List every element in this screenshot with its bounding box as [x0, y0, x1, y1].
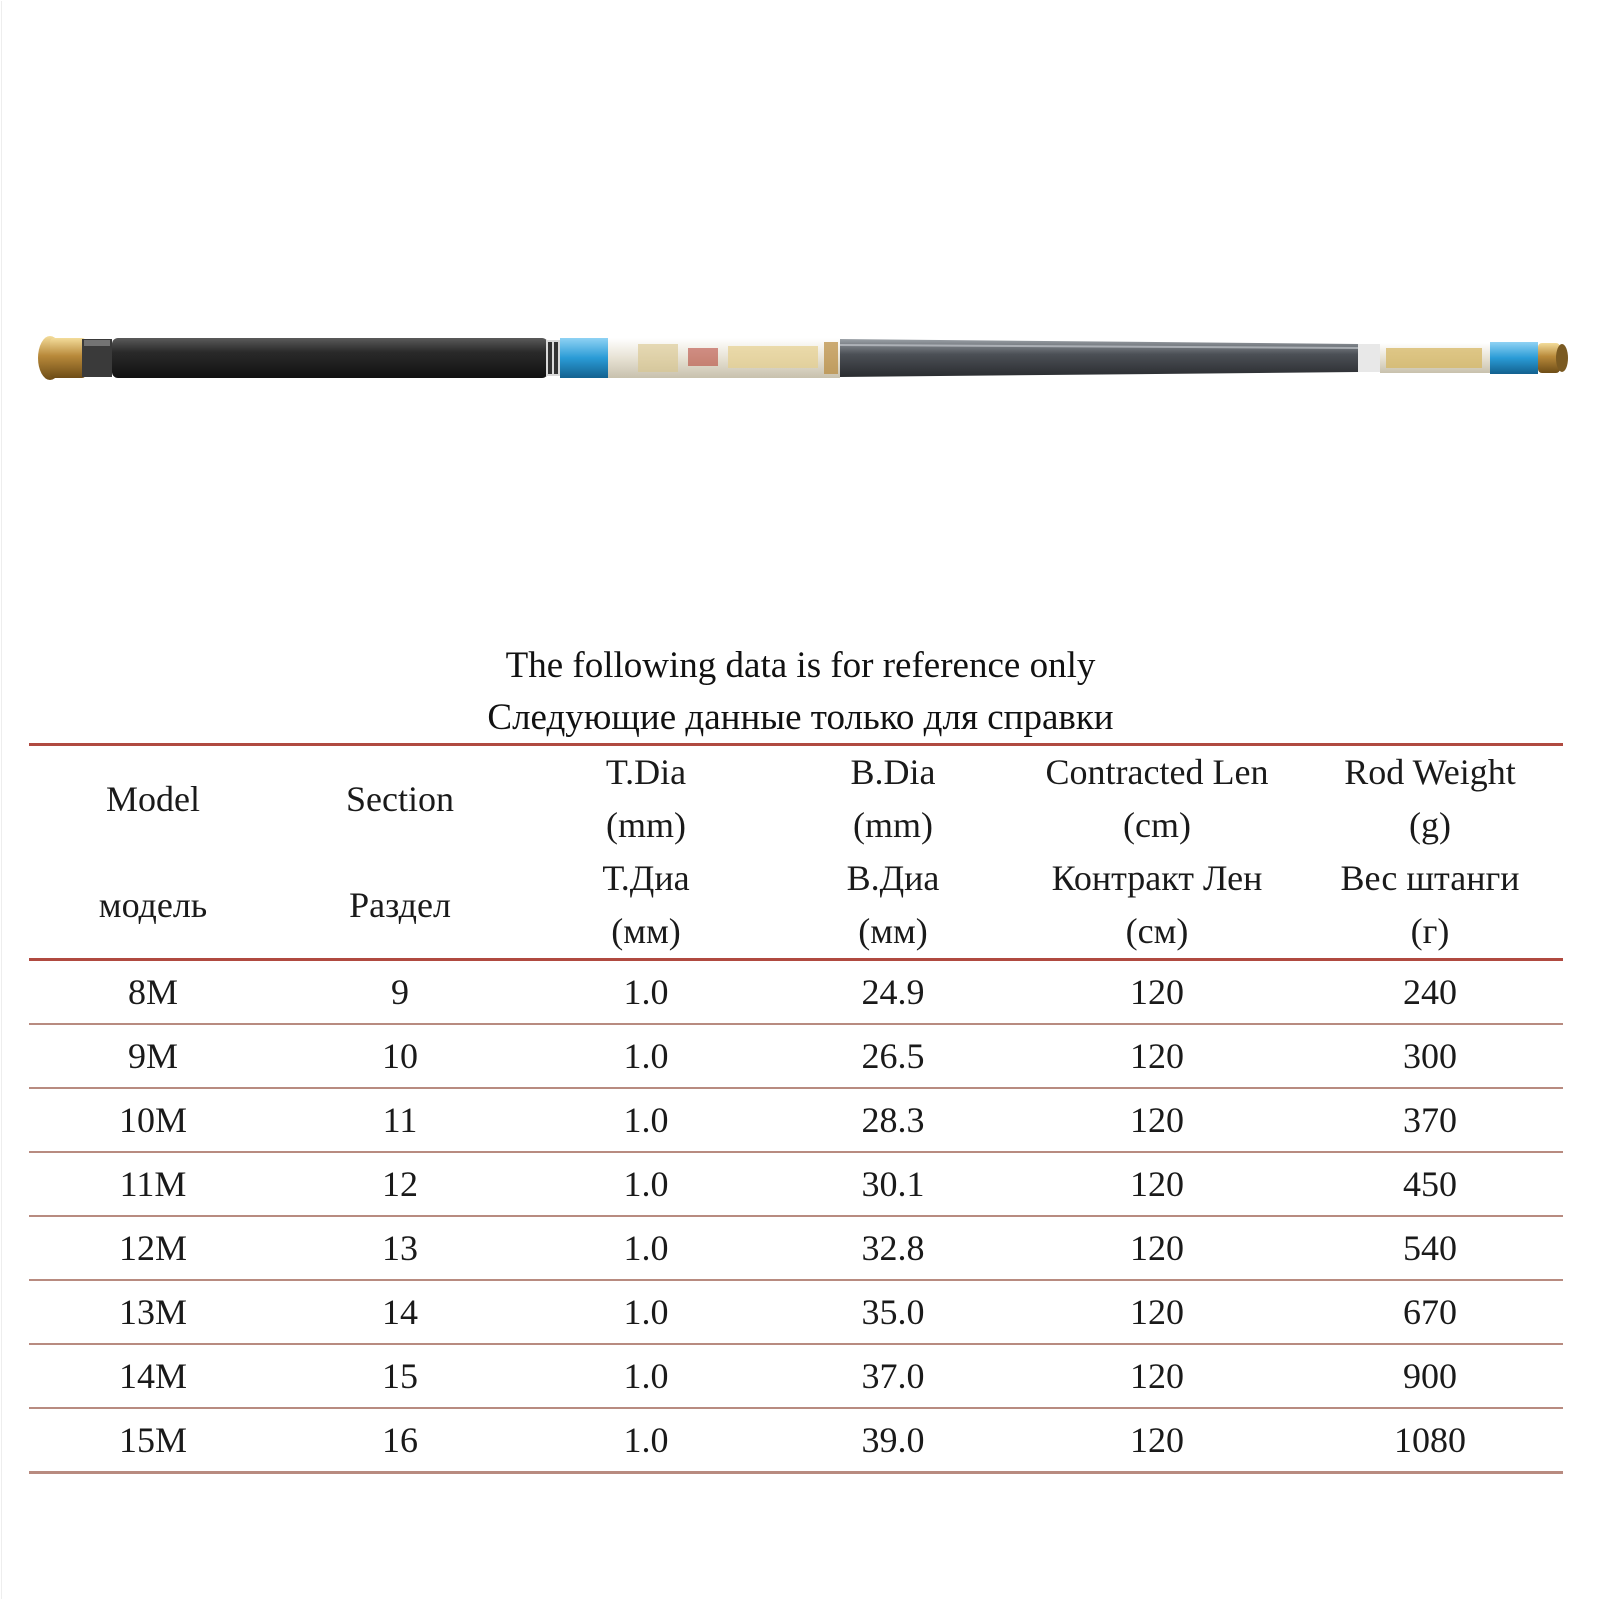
cell-rod-weight: 540: [1297, 1216, 1563, 1280]
cell-contracted-length: 120: [1017, 960, 1297, 1025]
cell-section: 9: [277, 960, 523, 1025]
cell-top-diameter: 1.0: [523, 1152, 769, 1216]
header-rod-weight-ru: Вес штанги (г): [1297, 852, 1563, 960]
cell-section: 14: [277, 1280, 523, 1344]
table-row: [29, 960, 1563, 1025]
header-model: Model: [106, 778, 200, 819]
cell-top-diameter: 1.0: [523, 1344, 769, 1408]
header-row-english: [29, 746, 1563, 852]
header-row-russian: [29, 852, 1563, 960]
cell-model: 8M: [29, 960, 277, 1025]
cell-section: 13: [277, 1216, 523, 1280]
cell-section: 16: [277, 1408, 523, 1473]
cell-top-diameter: 1.0: [523, 960, 769, 1025]
cell-model: 13M: [29, 1280, 277, 1344]
cell-section: 11: [277, 1088, 523, 1152]
butt-ring: [50, 338, 86, 378]
cell-top-diameter: 1.0: [523, 1024, 769, 1088]
header-bottom-diameter: B.Dia (mm): [850, 752, 936, 845]
header-top-diameter: T.Dia (mm): [605, 752, 687, 845]
cell-rod-weight: 900: [1297, 1344, 1563, 1408]
cell-model: 9M: [29, 1024, 277, 1088]
header-contracted-length: Contracted Len (cm): [1045, 752, 1269, 845]
table-row: [29, 1024, 1563, 1088]
cell-top-diameter: 1.0: [523, 1088, 769, 1152]
cell-rod-weight: 670: [1297, 1280, 1563, 1344]
header-section: Section: [346, 778, 454, 819]
cell-contracted-length: 120: [1017, 1024, 1297, 1088]
cell-bottom-diameter: 30.1: [769, 1152, 1017, 1216]
table-row: [29, 1152, 1563, 1216]
table-row: [29, 1216, 1563, 1280]
cell-rod-weight: 300: [1297, 1024, 1563, 1088]
cell-bottom-diameter: 32.8: [769, 1216, 1017, 1280]
header-bottom-diameter-ru: В.Диа (мм): [769, 852, 1017, 960]
cell-model: 12M: [29, 1216, 277, 1280]
table-row: [29, 1408, 1563, 1473]
cell-contracted-length: 120: [1017, 1344, 1297, 1408]
cell-model: 11M: [29, 1152, 277, 1216]
cell-section: 10: [277, 1024, 523, 1088]
cell-top-diameter: 1.0: [523, 1280, 769, 1344]
fishing-rod-image: [38, 330, 1578, 390]
header-contracted-length-ru: Контракт Лен (см): [1017, 852, 1297, 960]
spec-table-header: [29, 745, 1563, 960]
cell-bottom-diameter: 35.0: [769, 1280, 1017, 1344]
cell-bottom-diameter: 24.9: [769, 960, 1017, 1025]
header-model-ru: модель: [29, 852, 277, 960]
header-top-diameter-ru: Т.Диа (мм): [523, 852, 769, 960]
table-row: [29, 1088, 1563, 1152]
cell-rod-weight: 240: [1297, 960, 1563, 1025]
cell-bottom-diameter: 37.0: [769, 1344, 1017, 1408]
rod-band-blue-2: [1490, 342, 1538, 374]
cell-contracted-length: 120: [1017, 1408, 1297, 1473]
table-row: [29, 1280, 1563, 1344]
cell-bottom-diameter: 28.3: [769, 1088, 1017, 1152]
cell-bottom-diameter: 39.0: [769, 1408, 1017, 1473]
rod-grip: [112, 338, 548, 378]
cell-rod-weight: 450: [1297, 1152, 1563, 1216]
cell-contracted-length: 120: [1017, 1216, 1297, 1280]
cell-rod-weight: 370: [1297, 1088, 1563, 1152]
cell-rod-weight: 1080: [1297, 1408, 1563, 1473]
cell-model: 14M: [29, 1344, 277, 1408]
cell-section: 15: [277, 1344, 523, 1408]
cell-contracted-length: 120: [1017, 1088, 1297, 1152]
caption-russian: Следующие данные только для справки: [487, 697, 1114, 738]
spec-table-body: [29, 960, 1563, 1473]
cell-top-diameter: 1.0: [523, 1216, 769, 1280]
header-rod-weight: Rod Weight (g): [1344, 752, 1516, 845]
header-section-ru: Раздел: [277, 852, 523, 960]
caption-english: The following data is for reference only: [505, 645, 1096, 686]
table-row: [29, 1344, 1563, 1408]
cell-model: 15M: [29, 1408, 277, 1473]
cell-contracted-length: 120: [1017, 1280, 1297, 1344]
cell-bottom-diameter: 26.5: [769, 1024, 1017, 1088]
cell-model: 10M: [29, 1088, 277, 1152]
cell-section: 12: [277, 1152, 523, 1216]
cell-top-diameter: 1.0: [523, 1408, 769, 1473]
spec-table: [29, 743, 1563, 1474]
rod-band-blue-1: [560, 338, 608, 378]
cell-contracted-length: 120: [1017, 1152, 1297, 1216]
